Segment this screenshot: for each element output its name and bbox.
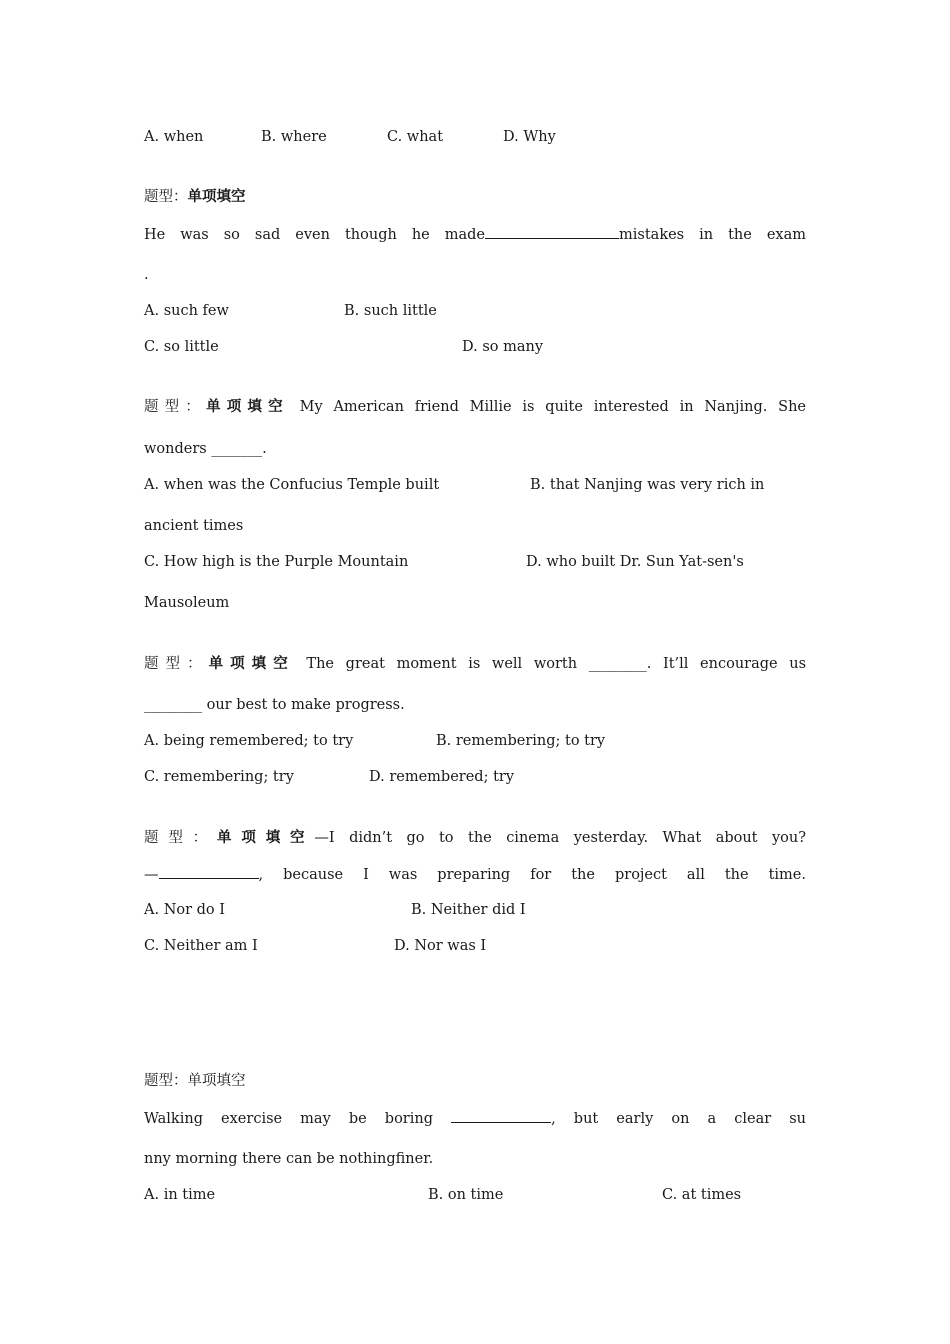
q4-option-d: D. Nor was I xyxy=(394,938,487,954)
q1-option-d: D. so many xyxy=(462,339,544,355)
q5-stem-1-before: Walking exercise may be boring xyxy=(144,1111,433,1127)
q0-option-a: A. when xyxy=(144,129,204,145)
q3-stem-1: The great moment is well worth ________. It’ll encourage us xyxy=(306,656,807,672)
q5-stem-2: nny morning there can be nothingfiner. xyxy=(144,1151,434,1167)
q3-type-prefix: 题型： xyxy=(144,656,209,672)
q1-stem-after: mistakes in the exam xyxy=(619,227,807,243)
q5-option-b: B. on time xyxy=(428,1187,504,1203)
q1-type-label: 单项填空 xyxy=(187,188,246,205)
q3-option-d: D. remembered; try xyxy=(369,769,515,785)
q3-option-a: A. being remembered; to try xyxy=(144,733,354,749)
q0-option-d: D. Why xyxy=(503,129,556,145)
q2-type-prefix: 题型： xyxy=(144,399,207,415)
q4-stem-2: , because I was preparing for the project all the time. xyxy=(258,867,806,883)
q5-option-c: C. at times xyxy=(662,1187,742,1203)
q2-stem-2: wonders _______. xyxy=(144,441,267,457)
q4-stem-line2 xyxy=(144,864,806,885)
q4-stem-dash: — xyxy=(144,867,159,883)
q3-stem-line1 xyxy=(144,654,806,674)
q4-answer-blank xyxy=(159,864,259,879)
q1-stem-tail: . xyxy=(144,267,149,283)
q1-stem xyxy=(144,224,806,245)
q5-type-heading: 题型：单项填空 xyxy=(144,1073,246,1089)
q1-option-a: A. such few xyxy=(144,303,229,319)
q4-type-prefix: 题型： xyxy=(144,830,218,846)
q2-option-d-cont: Mausoleum xyxy=(144,595,230,611)
q1-answer-blank xyxy=(485,224,619,239)
q2-stem-line1 xyxy=(144,397,806,417)
q3-type-label: 单项填空 xyxy=(208,655,295,672)
q4-option-a: A. Nor do I xyxy=(144,902,225,918)
q0-option-b: B. where xyxy=(261,129,327,145)
q0-option-c: C. what xyxy=(387,129,444,145)
q5-stem-1-after: , but early on a clear su xyxy=(551,1111,807,1127)
q2-type-label: 单项填空 xyxy=(206,398,289,415)
q1-type-prefix: 题型： xyxy=(144,189,188,205)
q2-option-d: D. who built Dr. Sun Yat-sen's xyxy=(526,554,744,570)
q1-option-b: B. such little xyxy=(344,303,437,319)
q5-answer-blank xyxy=(451,1108,551,1123)
q2-option-a: A. when was the Confucius Temple built xyxy=(144,477,440,493)
q4-stem-1: —I didn’t go to the cinema yesterday. What about you? xyxy=(314,830,806,846)
q3-option-b: B. remembering; to try xyxy=(436,733,606,749)
q1-stem-before: He was so sad even though he made xyxy=(144,227,486,243)
q4-option-b: B. Neither did I xyxy=(411,902,526,918)
q2-stem-1: My American friend Millie is quite interested in Nanjing. She xyxy=(299,399,807,415)
q4-stem-line1 xyxy=(144,828,806,848)
q2-option-c: C. How high is the Purple Mountain xyxy=(144,554,409,570)
q3-option-c: C. remembering; try xyxy=(144,769,294,785)
q4-option-c: C. Neither am I xyxy=(144,938,258,954)
q1-option-c: C. so little xyxy=(144,339,219,355)
q2-option-b-cont: ancient times xyxy=(144,518,244,534)
q5-option-a: A. in time xyxy=(144,1187,216,1203)
q4-type-label: 单项填空 xyxy=(217,829,315,846)
q1-type-heading xyxy=(144,187,806,207)
q3-stem-2: ________ our best to make progress. xyxy=(144,697,405,713)
q5-stem-line1 xyxy=(144,1108,806,1129)
q2-option-b: B. that Nanjing was very rich in xyxy=(530,477,765,493)
